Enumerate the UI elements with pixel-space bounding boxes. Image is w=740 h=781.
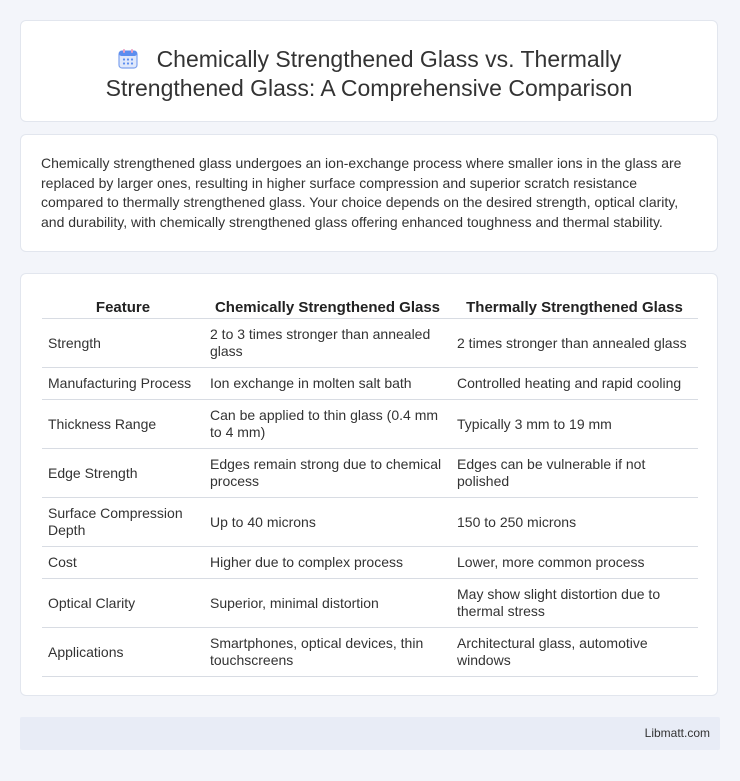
page-title-text: Chemically Strengthened Glass vs. Thermally Strengthened Glass: A Comprehensive Comparison — [105, 46, 633, 101]
cell-feature: Surface Compression Depth — [42, 498, 204, 547]
cell-feature: Strength — [42, 319, 204, 368]
cell-chemical: Edges remain strong due to chemical process — [204, 449, 451, 498]
intro-paragraph: Chemically strengthened glass undergoes an ion-exchange process where smaller ions in the glass are replaced by larger ones, resulting in higher surface compression and superior scratch resistance compared to thermally strengthened glass. Your choice depends on the desired strength, optical clarity, and durability, with chemically strengthened glass offering enhanced toughness and thermal stability. — [41, 155, 682, 230]
cell-chemical: Up to 40 microns — [204, 498, 451, 547]
cell-thermal: Typically 3 mm to 19 mm — [451, 400, 698, 449]
cell-chemical: Higher due to complex process — [204, 547, 451, 579]
cell-feature: Applications — [42, 628, 204, 677]
cell-thermal: 150 to 250 microns — [451, 498, 698, 547]
cell-chemical: Ion exchange in molten salt bath — [204, 368, 451, 400]
table-header-row — [42, 296, 698, 319]
cell-feature: Cost — [42, 547, 204, 579]
cell-chemical: Smartphones, optical devices, thin touchscreens — [204, 628, 451, 677]
cell-thermal: Edges can be vulnerable if not polished — [451, 449, 698, 498]
cell-feature: Optical Clarity — [42, 579, 204, 628]
footer — [20, 717, 720, 750]
cell-thermal: May show slight distortion due to thermal stress — [451, 579, 698, 628]
cell-feature: Thickness Range — [42, 400, 204, 449]
table-row — [42, 628, 698, 677]
cell-thermal: Lower, more common process — [451, 547, 698, 579]
table-row — [42, 547, 698, 579]
cell-thermal: 2 times stronger than annealed glass — [451, 319, 698, 368]
cell-feature: Manufacturing Process — [42, 368, 204, 400]
table-row — [42, 449, 698, 498]
cell-thermal: Architectural glass, automotive windows — [451, 628, 698, 677]
table-row — [42, 319, 698, 368]
header-thermal: Thermally Strengthened Glass — [451, 296, 698, 319]
page-title — [21, 21, 717, 103]
table-row — [42, 400, 698, 449]
cell-chemical: Can be applied to thin glass (0.4 mm to 4 mm) — [204, 400, 451, 449]
table-row — [42, 579, 698, 628]
table-row — [42, 368, 698, 400]
calendar-icon — [117, 48, 139, 70]
cell-chemical: 2 to 3 times stronger than annealed glass — [204, 319, 451, 368]
title-card — [20, 20, 718, 122]
header-feature: Feature — [42, 296, 204, 319]
cell-chemical: Superior, minimal distortion — [204, 579, 451, 628]
cell-thermal: Controlled heating and rapid cooling — [451, 368, 698, 400]
intro-card — [20, 134, 718, 252]
table-row — [42, 498, 698, 547]
footer-site-link[interactable]: Libmatt.com — [644, 726, 710, 740]
cell-feature: Edge Strength — [42, 449, 204, 498]
header-chemical: Chemically Strengthened Glass — [204, 296, 451, 319]
comparison-table — [42, 296, 698, 677]
comparison-card — [20, 273, 718, 696]
